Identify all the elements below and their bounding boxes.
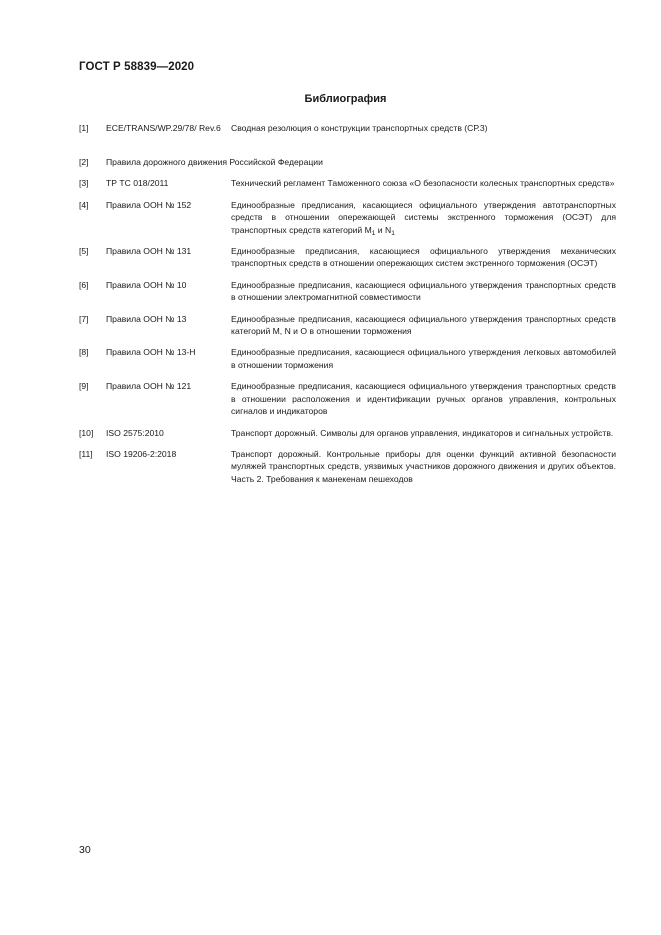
bibliography-title: Библиография [304,93,387,105]
bibliography-list [79,122,616,494]
entry-title: Сводная резолюция о конструкции транспортных средств (СР.3) [231,123,488,133]
entry-number: [9] [79,381,89,392]
entry-title: Единообразные предписания, касающиеся официального утверждения транспортных средств в отношении расположения и идентификации ручных органов управления, контрольных сигналов и индикаторов [231,381,616,417]
entry-source: ISO 2575:2010 [106,427,164,438]
bibliography-entry [79,199,616,236]
entry-source: Правила ООН № 10 [106,279,187,290]
entry-number: [6] [79,279,89,290]
page-number: 30 [79,844,91,856]
entry-title: Единообразные предписания, касающиеся официального утверждения транспортных средств категорий М, N и О в отношении торможения [231,313,616,337]
entry-source: ECE/TRANS/WP.29/78/ Rev.6 [106,123,221,133]
document-code: ГОСТ Р 58839—2020 [79,61,195,73]
entry-source: Правила ООН № 13 [106,313,187,324]
entry-title: Транспорт дорожный. Контрольные приборы для оценки функций активной безопасности муляжей транспортных средств, уязвимых участников дорожного движения и других объектов. Часть 2. Требования к манекенам пешеходов [231,448,616,484]
entry-title [231,199,616,236]
bibliography-entry [79,279,616,304]
entry-title: Единообразные предписания, касающиеся официального утверждения легковых автомобилей в отношении торможения [231,347,616,370]
entry-number: [2] [79,157,89,167]
entry-number: [5] [79,246,89,257]
entry-number: [8] [79,347,89,358]
entry-title: Правила дорожного движения Российской Федерации [106,157,323,167]
entry-title: Единообразные предписания, касающиеся официального утверждения транспортных средств в отношении электромагнитной совместимости [231,279,616,303]
bibliography-entry [79,156,616,168]
entry-number: [1] [79,123,89,133]
bibliography-entry [79,313,616,338]
entry-title-subscript: 1 [371,229,376,237]
bibliography-entry [79,448,616,485]
entry-source: Правила ООН № 152 [106,199,192,210]
entry-number: [3] [79,178,89,189]
bibliography-entry [79,380,616,417]
entry-number: [10] [79,427,94,438]
bibliography-entry [79,427,616,439]
bibliography-entry [79,177,616,189]
entry-number: [4] [79,199,89,210]
entry-number: [11] [79,448,93,459]
entry-title-text: и N [375,224,392,235]
entry-source: Правила ООН № 121 [106,381,192,392]
entry-source: ТР ТС 018/2011 [106,178,169,189]
entry-source: ISO 19206-2:2018 [106,448,177,459]
bibliography-entry [79,122,616,147]
entry-source: Правила ООН № 131 [106,246,192,257]
entry-title: Транспорт дорожный. Символы для органов управления, индикаторов и сигнальных устройств. [231,427,614,438]
entry-title: Технический регламент Таможенного союза «О безопасности колесных транспортных средств» [231,178,615,189]
bibliography-entry [79,346,616,371]
entry-number: [7] [79,313,89,324]
entry-source: Правила ООН № 13-Н [106,347,196,358]
entry-title-subscript: 1 [391,229,395,237]
entry-title-text: Единообразные предписания, касающиеся официального утверждения автотранспортных средств в отношении опережающей системы экстренного торможения (ОСЭТ) для транспортных средств категорий M [231,199,616,235]
bibliography-entry [79,245,616,270]
entry-title: Единообразные предписания, касающиеся официального утверждения механических транспортных средств в отношении опережающих систем экстренного торможения (ОСЭТ) [231,246,616,269]
